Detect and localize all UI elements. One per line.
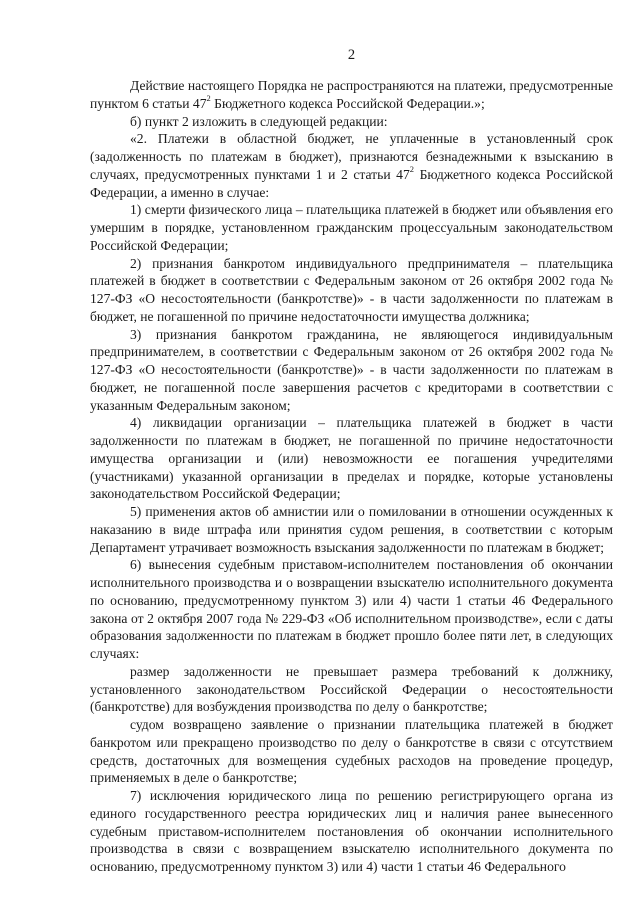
paragraph-p5 [90,326,613,415]
paragraph-text: 1) смерти физического лица – плательщика платежей в бюджет или объявления его умершим в порядке, установленном гражданским процессуальным законодательством Российской Федерации; [90,202,613,253]
document-body [90,77,613,876]
paragraph-text: Бюджетного кодекса Российской Федерации, а именно в случае: [90,166,613,200]
paragraph-text: 2) признания банкротом индивидуального предпринимателя – плательщика платежей в бюджет в соответствии с Федеральным законом от 26 октября 2002 года № 127-ФЗ «О несостоятельности (банкротстве)» - в части задолженности по платежам в бюджет, не погашенной по причине недостаточности имущества должника; [90,255,613,324]
paragraph-p9 [90,663,613,716]
paragraph-p8 [90,556,613,663]
paragraph-text: 3) признания банкротом гражданина, не являющегося индивидуальным предпринимателем, в соответствии с Федеральным законом от 26 октября 2002 года № 127-ФЗ «О несостоятельности (банкротстве)» - в части задолженности по платежам в бюджет, не погашенной после завершения расчетов с кредиторами в соответствии с указанным Федеральным законом; [90,326,613,413]
paragraph-text: 4) ликвидации организации – плательщика платежей в бюджет в части задолженности по платежам в бюджет, не погашенной по причине недостаточности имущества организации и (или) невозможности ее погашения учредителями (участниками) указанной организации в пределах и порядке, которые установлены законодательством Российской Федерации; [90,415,613,502]
paragraph-p6 [90,414,613,503]
page-number: 2 [347,47,356,63]
paragraph-text: «2. Платежи в областной бюджет, не уплаченные в установленный срок (задолженность по платежам в бюджет), признаются безнадежными к взысканию в случаях, предусмотренных пунктами 1 и 2 статьи 47 [90,131,613,182]
paragraph-p11 [90,787,613,876]
paragraph-text: Бюджетного кодекса Российской Федерации.»; [210,95,485,111]
paragraph-p10 [90,716,613,787]
paragraph-p1 [90,113,613,131]
paragraph-p3 [90,201,613,254]
paragraph-text: судом возвращено заявление о признании плательщика платежей в бюджет банкротом или прекращено производство по делу о банкротстве в связи с отсутствием средств, достаточных для возмещения судебных расходов на проведение процедур, применяемых в деле о банкротстве; [90,717,613,786]
paragraph-p4 [90,255,613,326]
superscript: 2 [409,164,415,175]
paragraph-text: 6) вынесения судебным приставом-исполнителем постановления об окончании исполнительного производства и о возвращении взыскателю исполнительного документа по основанию, предусмотренному пунктом 3) или 4) части 1 статьи 46 Федерального закона от 2 октября 2007 года № 229-ФЗ «Об исполнительном производстве», если с даты образования задолженности по платежам в бюджет прошло более пяти лет, в следующих случаях: [90,557,613,661]
paragraph-p0 [90,77,613,113]
paragraph-text: размер задолженности не превышает размера требований к должнику, установленного законодательством Российской Федерации о несостоятельности (банкротстве) для возбуждения производства по делу о банкротстве; [90,663,613,715]
paragraph-p7 [90,503,613,556]
paragraph-p2 [90,130,613,201]
paragraph-text: Действие настоящего Порядка не распространяются на платежи, предусмотренные пунктом 6 статьи 47 [90,78,613,111]
paragraph-text: 7) исключения юридического лица по решению регистрирующего органа из единого государственного реестра юридических лиц и наличия ранее вынесенного судебным приставом-исполнителем постановления об окончании исполнительного производства в связи с возвращением взыскателю исполнительного документа по основанию, предусмотренному пунктом 3) или 4) части 1 статьи 46 Федерального [90,788,613,874]
superscript: 2 [206,93,211,104]
paragraph-text: б) пункт 2 изложить в следующей редакции: [130,113,388,129]
paragraph-text: 5) применения актов об амнистии или о помиловании в отношении осужденных к наказанию в виде штрафа или принятия судом решения, в соответствии с которым Департамент утрачивает возможность взыскания задолженности по платежам в бюджет; [90,504,613,555]
